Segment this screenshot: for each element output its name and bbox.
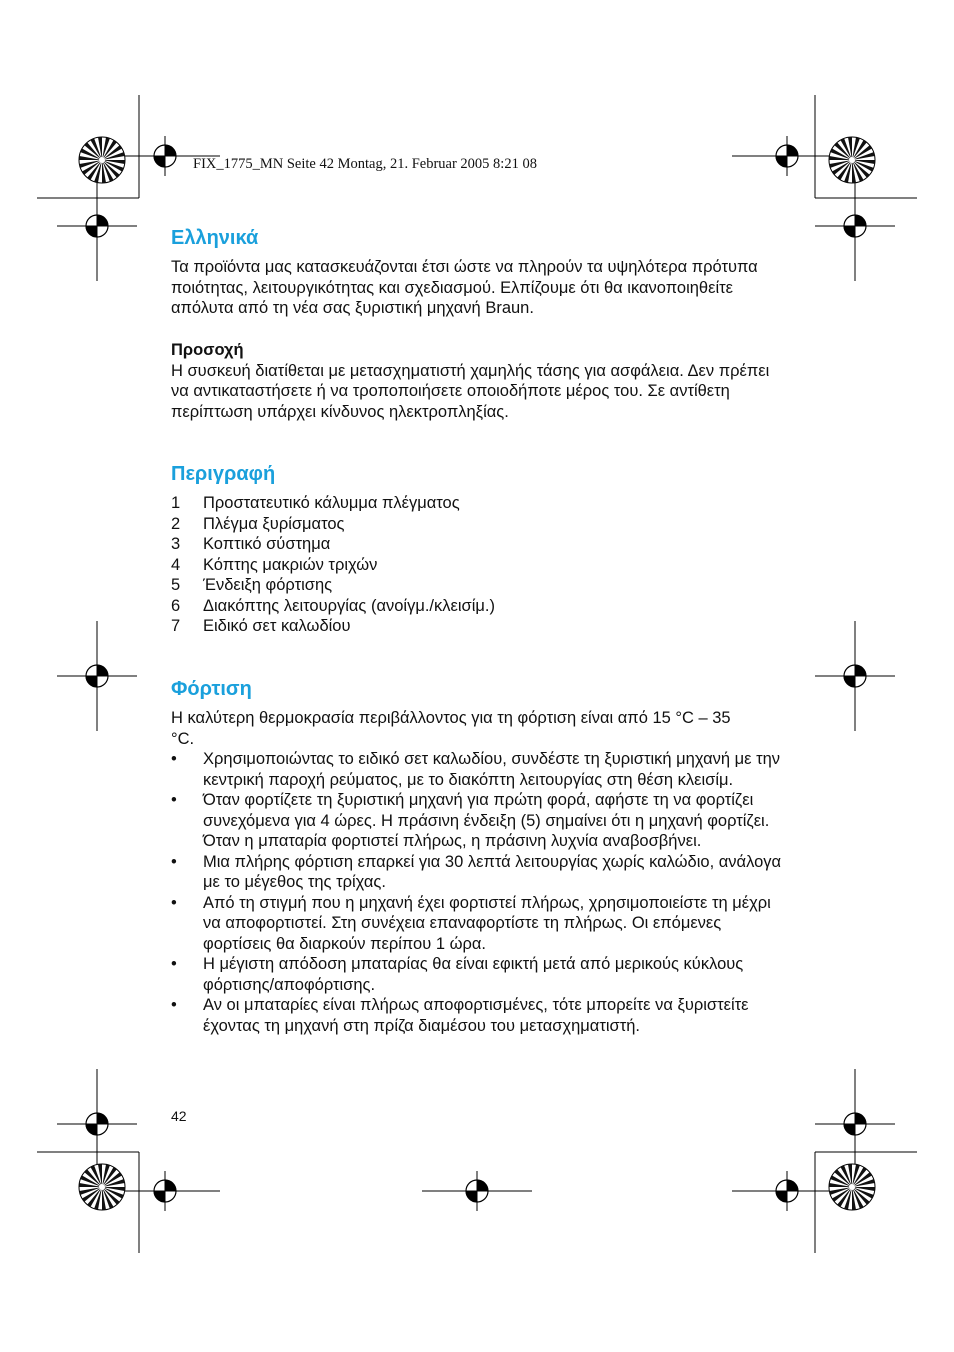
print-slug-header: FIX_1775_MN Seite 42 Montag, 21. Februar 2005 8:21 08: [193, 156, 537, 172]
caution-paragraph: Η συσκευή διατίθεται με μετασχηματιστή χαμηλής τάσης για ασφάλεια. Δεν πρέπει να αντικαταστήσετε ή να τροποποιήσετε οποιοδήποτε μέρος του. Σε αντίθετη περίπτωση υπάρχει κίνδυνος ηλεκτροπληξίας.: [171, 361, 770, 421]
bullet-text: Μια πλήρης φόρτιση επαρκεί για 30 λεπτά λειτουργίας χωρίς καλώδιο, ανάλογα με το μέγεθος της τρίχας.: [203, 852, 782, 891]
list-item: [171, 493, 783, 514]
starburst-mark-icon: [79, 1164, 125, 1210]
language-heading: Ελληνικά: [171, 227, 259, 249]
bullet-symbol: •: [171, 955, 177, 973]
description-heading: Περιγραφή: [171, 463, 276, 485]
item-number: 6: [171, 596, 181, 615]
list-item: [171, 534, 783, 555]
bullet-symbol: •: [171, 791, 177, 809]
caution-heading: Προσοχή: [171, 341, 244, 359]
bullet-text: Από τη στιγμή που η μηχανή έχει φορτιστεί πλήρως, χρησιμοποιείστε τη μέχρι να αποφορτιστεί. Στη συνέχεια επαναφορτίστε τη πλήρως. Οι επόμενες φορτίσεις θα διαρκούν περίπου 1 ώρα.: [203, 893, 771, 953]
registration-mark-icon: [815, 621, 895, 731]
item-text: Ένδειξη φόρτισης: [203, 576, 333, 594]
bullet-symbol: •: [171, 750, 177, 768]
description-section: [171, 462, 783, 637]
intro-paragraph: Τα προϊόντα μας κατασκευάζονται έτσι ώστε να πληρούν τα υψηλότερα πρότυπα ποιότητας, λειτουργικότητας και σχεδιασμού. Ελπίζουμε ότι θα ικανοποιηθείτε απόλυτα από τη νέα σας ξυριστική μηχανή Braun.: [171, 258, 758, 317]
registration-mark-icon: [57, 1069, 137, 1179]
charging-bullets: [171, 749, 783, 1036]
bullet-symbol: •: [171, 996, 177, 1014]
parts-list: [171, 493, 783, 637]
bullet-symbol: •: [171, 893, 177, 912]
list-item: [171, 575, 783, 596]
page-number: 42: [171, 1108, 187, 1124]
registration-mark-icon: [732, 1171, 842, 1211]
item-text: Πλέγμα ξυρίσματος: [203, 514, 345, 533]
list-item: [171, 954, 783, 995]
list-item: [171, 596, 783, 617]
charging-heading: Φόρτιση: [171, 678, 252, 700]
list-item: [171, 995, 783, 1036]
item-text: Ειδικό σετ καλωδίου: [203, 617, 351, 635]
item-text: Προστατευτικό κάλυμμα πλέγματος: [203, 494, 460, 512]
item-text: Διακόπτης λειτουργίας (ανοίγμ./κλεισίμ.): [203, 596, 495, 615]
list-item: [171, 893, 783, 955]
bullet-text: Χρησιμοποιώντας το ειδικό σετ καλωδίου, συνδέστε τη ξυριστική μηχανή με την κεντρική παροχή ρεύματος, με το διακόπτη λειτουργίας στη θέση κλεισίμ.: [203, 750, 781, 789]
registration-mark-icon: [57, 171, 137, 281]
intro-section: [171, 226, 783, 319]
starburst-mark-icon: [79, 137, 125, 183]
charging-intro: Η καλύτερη θερμοκρασία περιβάλλοντος για τη φόρτιση είναι από 15 °C – 35 °C.: [171, 709, 731, 748]
list-item: [171, 790, 783, 852]
registration-mark-icon: [57, 621, 137, 731]
registration-mark-icon: [422, 1171, 532, 1211]
charging-section: [171, 677, 783, 1036]
bullet-text: Όταν φορτίζετε τη ξυριστική μηχανή για πρώτη φορά, αφήστε τη να φορτίζει συνεχόμενα για 4 ώρες. Η πράσινη ένδειξη (5) σημαίνει ότι η μηχανή φορτίζει. Όταν η μπαταρία φορτιστεί πλήρως, η πράσινη λυχνία αναβοσβήνει.: [203, 791, 770, 850]
bullet-text: Η μέγιστη απόδοση μπαταρίας θα είναι εφικτή μετά από μερικούς κύκλους φόρτισης/αποφόρτισης.: [203, 955, 744, 994]
registration-mark-icon: [110, 1171, 220, 1211]
caution-section: [171, 340, 783, 422]
item-number: 5: [171, 576, 181, 594]
item-number: 1: [171, 494, 181, 512]
list-item: [171, 514, 783, 535]
starburst-mark-icon: [829, 1164, 875, 1210]
starburst-mark-icon: [829, 137, 875, 183]
bullet-text: Αν οι μπαταρίες είναι πλήρως αποφορτισμένες, τότε μπορείτε να ξυριστείτε έχοντας τη μηχανή στη πρίζα διαμέσου του μετασχηματιστή.: [203, 996, 749, 1035]
list-item: [171, 749, 783, 790]
item-number: 4: [171, 555, 181, 574]
registration-mark-icon: [815, 1069, 895, 1179]
item-number: 2: [171, 514, 181, 533]
registration-mark-icon: [815, 171, 895, 281]
list-item: [171, 555, 783, 576]
item-text: Κόπτης μακριών τριχών: [203, 555, 378, 574]
list-item: [171, 852, 783, 893]
bullet-symbol: •: [171, 852, 177, 871]
item-number: 7: [171, 617, 181, 635]
registration-mark-icon: [732, 136, 842, 176]
list-item: [171, 616, 783, 637]
item-number: 3: [171, 535, 181, 553]
item-text: Κοπτικό σύστημα: [203, 535, 331, 553]
